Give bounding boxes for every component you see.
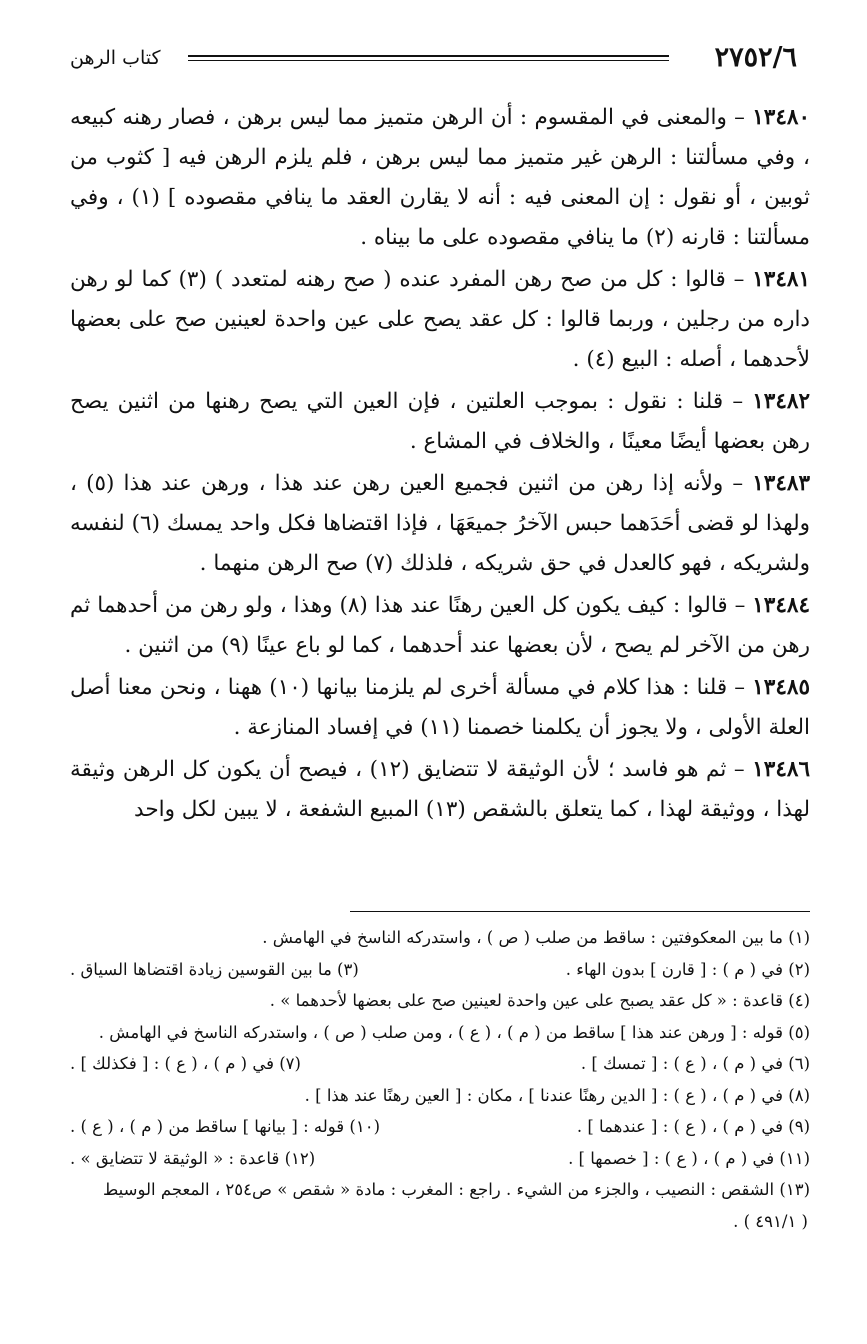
footnote: (١٣) الشقص : النصيب ، والجزء من الشيء . راجع : المغرب : مادة « شقص » ص٢٥٤ ، المعجم الوسيط (103, 1180, 810, 1199)
footnote-line (70, 922, 810, 954)
paragraph (70, 98, 810, 258)
footnote-line (70, 1080, 810, 1112)
footnote-line (70, 1143, 810, 1175)
paragraph (70, 586, 810, 666)
footnote: (٦) في ( م ) ، ( ع ) : [ تمسك ] . (580, 1054, 810, 1073)
footnote: (٢) في ( م ) : [ قارن ] بدون الهاء . (565, 959, 810, 979)
footnote-line (70, 1048, 810, 1080)
footnote-line (70, 1206, 810, 1238)
footnote: (١١) في ( م ) ، ( ع ) : [ خصمها ] . (568, 1148, 810, 1168)
paragraph-number: ١٣٤٨٥ (752, 675, 810, 700)
paragraph-number: ١٣٤٨٤ (752, 593, 810, 618)
footnote: (٨) في ( م ) ، ( ع ) : [ الدين رهنًا عندنا ] ، مكان : [ العين رهنًا عند هذا ] . (304, 1085, 810, 1105)
paragraph-text: – ثم هو فاسد ؛ لأن الوثيقة لا تتضايق (١٢) ، فيصح أن يكون كل الرهن وثيقة لهذا ، ووثيقة لهذا ، كما يتعلق بالشقص (١٣) المبيع الشفعة ، لا يبين لكل واحد (70, 757, 810, 822)
footnote: (٧) في ( م ) ، ( ع ) : [ فكذلك ] . (70, 1054, 301, 1073)
paragraph-number: ١٣٤٨٢ (752, 389, 810, 414)
footnote-line (70, 1017, 810, 1049)
footnote: (٤) قاعدة : « كل عقد يصبح على عين واحدة لعينين صح على بعضها لأحدهما » . (269, 991, 810, 1010)
footnote-separator (350, 911, 810, 912)
footnote: (٣) ما بين القوسين زيادة اقتضاها السياق . (70, 959, 359, 979)
paragraph-text: – قلنا : هذا كلام في مسألة أخرى لم يلزمنا بيانها (١٠) ههنا ، ونحن معنا أصل العلة الأولى ، ولا يجوز أن يكلمنا خصمنا (١١) في إفساد المنازعة . (70, 675, 810, 740)
paragraph-text: – قالوا : كل من صح رهن المفرد عنده ( صح رهنه لمتعدد ) (٣) كما لو رهن داره من رجلين ، وربما قالوا : كل عقد يصح على عين واحدة لعينين صح على بعضها لأحدهما ، أصله : البيع (٤) . (70, 267, 810, 372)
page-header (70, 38, 797, 78)
paragraph (70, 668, 810, 748)
footnote-line (70, 1174, 810, 1206)
paragraph (70, 464, 810, 584)
footnote-continuation: ( ٤٩١/١ ) . (733, 1211, 808, 1231)
paragraph-text: – والمعنى في المقسوم : أن الرهن متميز مما ليس برهن ، فصار رهنه كبيعه ، وفي مسألتنا : الرهن غير متميز مما ليس برهن ، فلم يلزم الرهن فيه [ كثوب من ثوبين ، أو نقول : إن المعنى فيه : أنه لا يقارن العقد ما ينافي مقصوده ] (١) ، وفي مسألتنا : قارنه (٢) ما ينافي مقصوده على ما بيناه . (70, 105, 811, 250)
paragraph-number: ١٣٤٨٠ (752, 105, 810, 130)
paragraph-number: ١٣٤٨٦ (752, 757, 810, 782)
footnote-line (70, 954, 810, 986)
paragraph-number: ١٣٤٨١ (752, 267, 810, 292)
footnote: (١٢) قاعدة : « الوثيقة لا تتضايق » . (70, 1148, 316, 1168)
footnote: (١) ما بين المعكوفتين : ساقط من صلب ( ص ) ، واستدركه الناسخ في الهامش . (262, 928, 810, 947)
book-title: كتاب الرهن (70, 47, 161, 69)
footnote-line (70, 1111, 810, 1143)
paragraph-text: – قالوا : كيف يكون كل العين رهنًا عند هذا (٨) وهذا ، ولو رهن من أحدهما ثم رهن من الآخر لم يصح ، لأن بعضها عند أحدهما ، كما لو باع عينًا (٩) من اثنين . (70, 593, 810, 658)
page-number: ٢٧٥٢/٦ (714, 42, 797, 73)
main-text (70, 98, 810, 832)
header-rule (188, 55, 669, 61)
paragraph-text: – ولأنه إذا رهن من اثنين فجميع العين رهن عند هذا ، ورهن عند هذا (٥) ، ولهذا لو قضى أحَدَهما حبس الآخرُ جميعَهَا ، فإذا اقتضاها فكل واحد يمسك (٦) لنفسه ولشريكه ، فهو كالعدل في حق شريكه ، فلذلك (٧) صح الرهن منهما . (70, 471, 811, 576)
footnote-line (70, 985, 810, 1017)
footnotes (70, 922, 810, 1237)
footnote: (١٠) قوله : [ بيانها ] ساقط من ( م ) ، ( ع ) . (70, 1117, 381, 1136)
footnote: (٥) قوله : [ ورهن عند هذا ] ساقط من ( م ) ، ( ع ) ، ومن صلب ( ص ) ، واستدركه الناسخ في الهامش . (98, 1022, 810, 1042)
paragraph (70, 382, 810, 462)
paragraph (70, 260, 810, 380)
paragraph (70, 750, 810, 830)
paragraph-text: – قلنا : نقول : بموجب العلتين ، فإن العين التي يصح رهنها من اثنين يصح رهن بعضها أيضًا معينًا ، والخلاف في المشاع . (70, 389, 810, 454)
footnote: (٩) في ( م ) ، ( ع ) : [ عندهما ] . (576, 1117, 810, 1136)
paragraph-number: ١٣٤٨٣ (752, 471, 810, 496)
